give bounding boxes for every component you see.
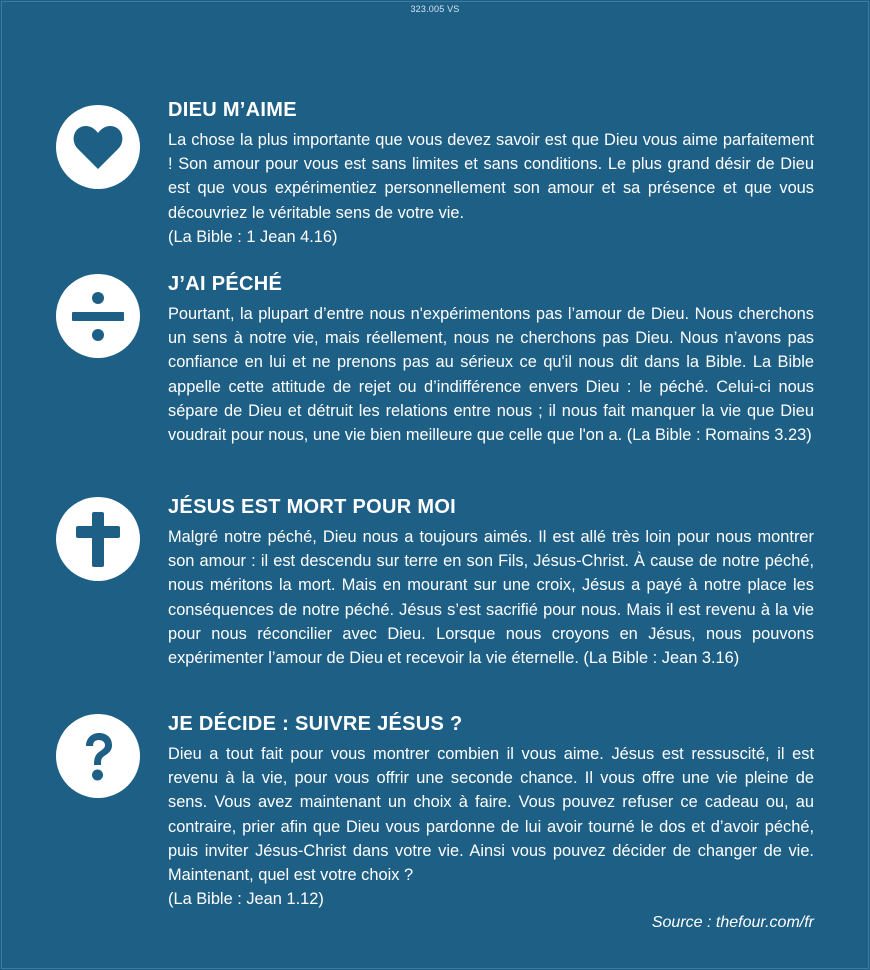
section-body: Malgré notre péché, Dieu nous a toujours aimés. Il est allé très loin pour nous montrer son amour : il est descendu sur terre en son Fils, Jésus-Christ. À cause de notre péché, nous méritons la mort. Mais en mourant sur une croix, Jésus a payé à notre place les conséquences de notre péché. Jésus s’est sacrifié pour nous. Mais il est revenu à la vie pour nous réconcilier avec Dieu. Lorsque nous croyons en Jésus, nous pouvons expérimenter l’amour de Dieu et recevoir la vie éternelle. (La Bible : Jean 3.16) — [168, 528, 814, 668]
cross-icon — [56, 497, 140, 581]
heart-icon — [56, 105, 140, 189]
source-link[interactable]: Source : thefour.com/fr — [651, 914, 814, 931]
section-title: J’AI PÉCHÉ — [168, 273, 283, 295]
section-body: La chose la plus importante que vous devez savoir est que Dieu vous aime parfaitement ! Son amour pour vous est sans limites et sans conditions. Le plus grand désir de Dieu est que vous expérimentiez personnellement son amour et sa présence et que vous découvriez le véritable sens de votre vie. — [168, 131, 814, 222]
section-title: DIEU M’AIME — [168, 99, 297, 121]
section-title: JE DÉCIDE : SUIVRE JÉSUS ? — [168, 713, 463, 735]
section-title: JÉSUS EST MORT POUR MOI — [168, 496, 457, 518]
section-body: Pourtant, la plupart d’entre nous n'expérimentons pas l’amour de Dieu. Nous cherchons un sens à notre vie, mais réellement, nous ne cherchons pas Dieu. Nous n’avons pas confiance en lui et ne prenons pas au sérieux ce qu'il nous dit dans la Bible. La Bible appelle cette attitude de rejet ou d’indifférence envers Dieu : le péché. Celui-ci nous sépare de Dieu et détruit les relations entre nous ; il nous fait manquer la vie que Dieu voudrait pour nous, une vie bien meilleure que celle que l'on a. (La Bible : Romains 3.23) — [168, 305, 814, 445]
bible-reference: (La Bible : 1 Jean 4.16) — [168, 227, 338, 246]
divide-icon — [56, 274, 140, 358]
document-code: 323.005 VS — [410, 4, 460, 14]
section-body: Dieu a tout fait pour vous montrer combien il vous aime. Jésus est ressuscité, il est revenu à la vie, pour vous offrir une seconde chance. Il vous offre une vie pleine de sens. Vous avez maintenant un choix à faire. Vous pouvez refuser ce cadeau ou, au contraire, prier afin que Dieu vous pardonne de lui avoir tourné le dos et d’avoir péché, puis inviter Jésus-Christ dans votre vie. Ainsi vous pouvez décider de changer de vie. Maintenant, quel est votre choix ? — [168, 745, 814, 885]
question-mark-icon — [56, 714, 140, 798]
bible-reference: (La Bible : Jean 1.12) — [168, 890, 324, 909]
